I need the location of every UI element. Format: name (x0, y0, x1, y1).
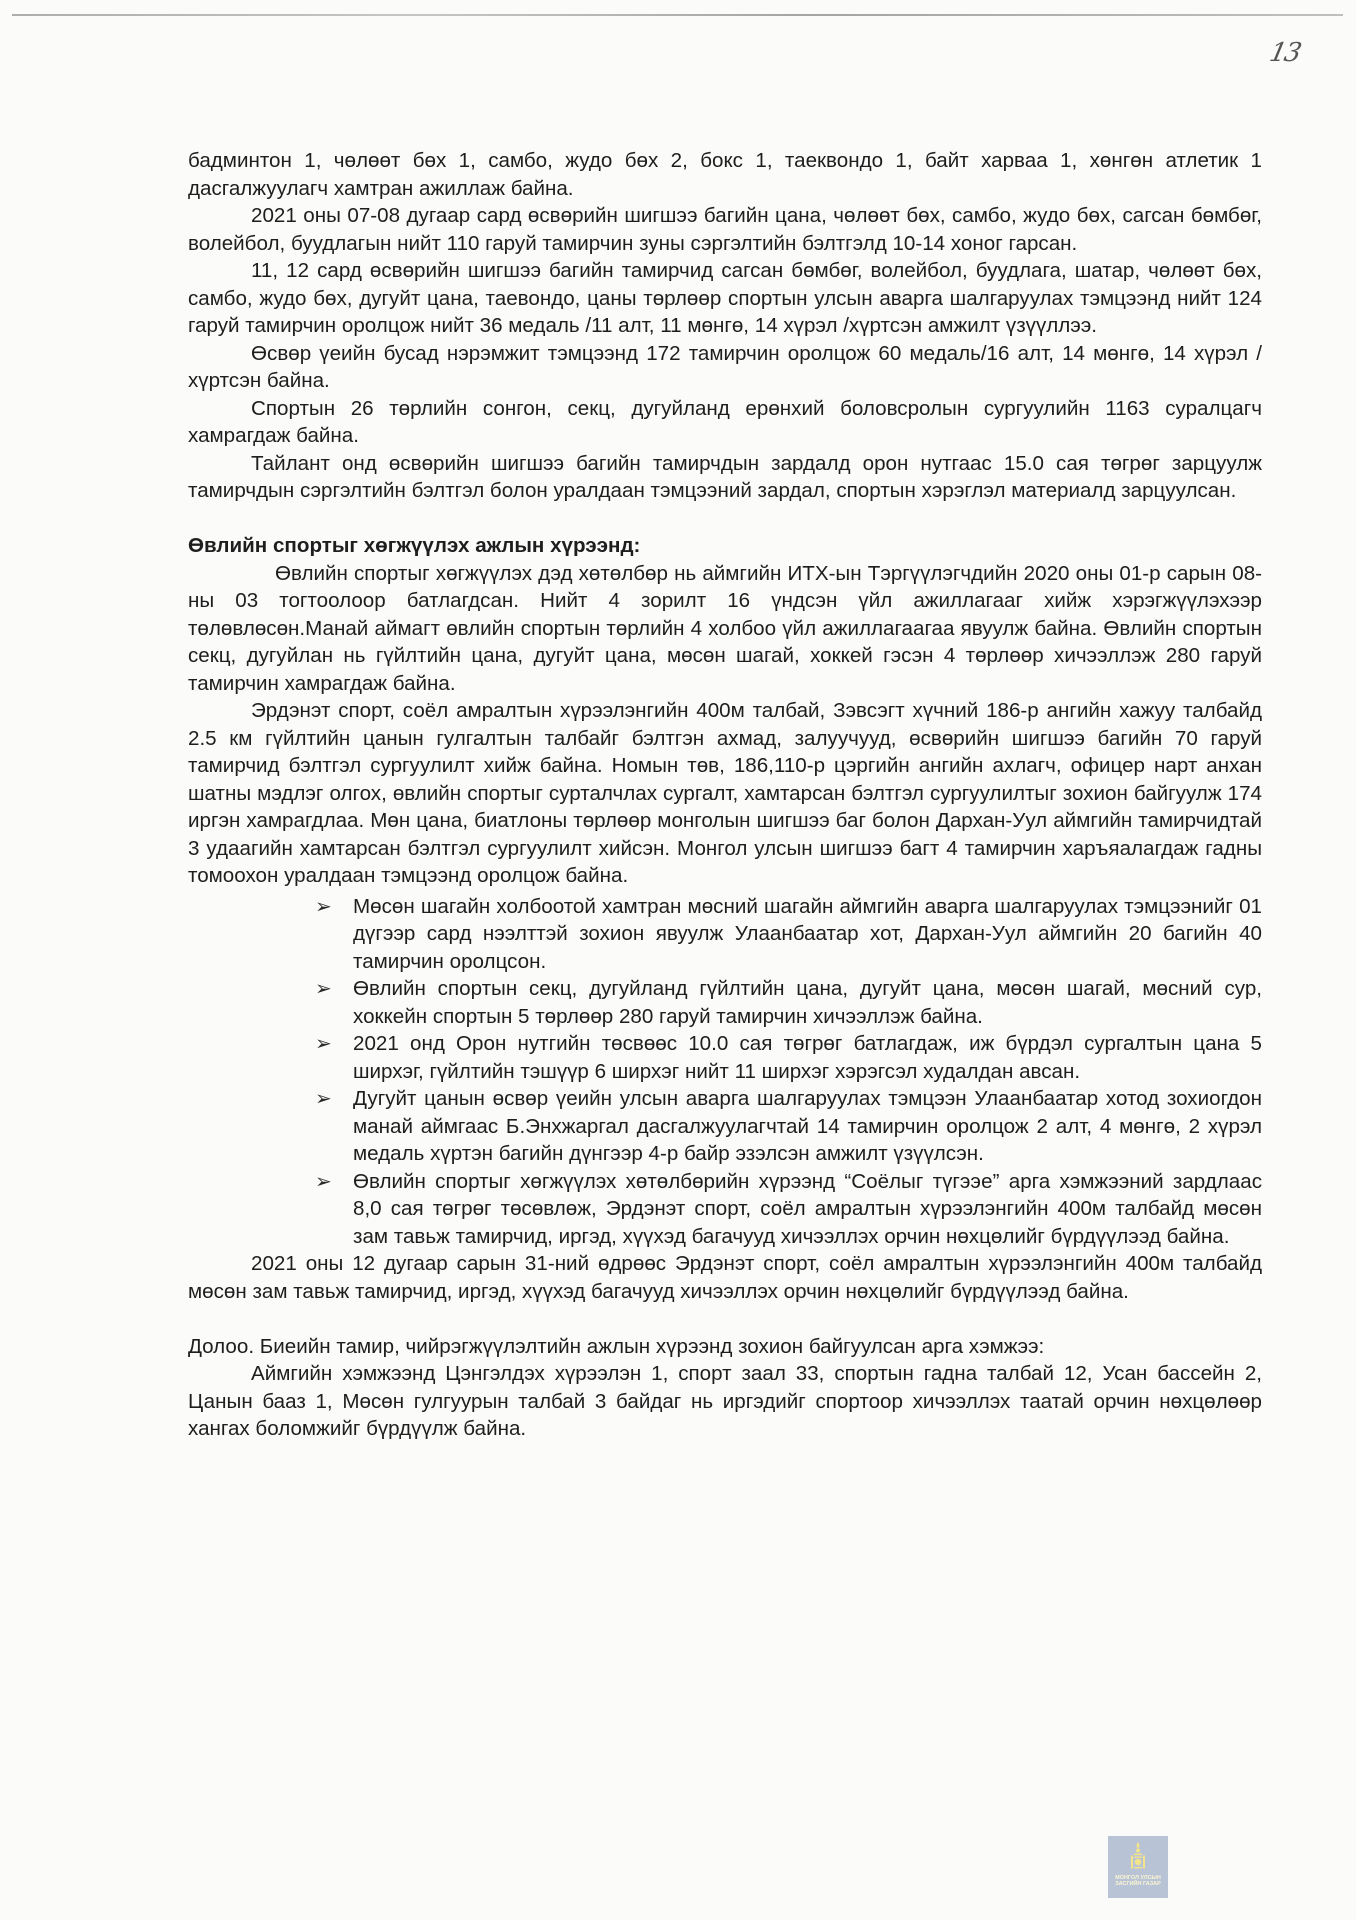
list-item-text: Дугуйт цанын өсвөр үеийн улсын аварга шалгаруулах тэмцээн Улаанбаатар хотод зохиогдон манай аймгаас Б.Энхжаргал дасгалжуулагчтай 14 тамирчин оролцож 2 алт, 4 мөнгө, 2 хүрэл медаль хүртэн багийн дүнгээр 4-р байр эзэлсэн амжилт үзүүлсэн. (353, 1087, 1262, 1165)
list-item (315, 1085, 1262, 1168)
section-heading-winter-sports: Өвлийн спортыг хөгжүүлэх ажлын хүрээнд: (188, 534, 641, 557)
list-item-text: Өвлийн спортыг хөгжүүлэх хөтөлбөрийн хүрээнд “Соёлыг түгээе” арга хэмжээний зардлаас 8,0 сая төгрөг төсөвлөж, Эрдэнэт спорт, соёл амралтын хүрээлэнгийн 400м талбайд мөсөн зам тавьж тамирчид, иргэд, хүүхэд багачууд хичээллэх орчин нөхцөлийг бүрдүүлээд байна. (353, 1169, 1262, 1248)
blank-line (188, 505, 1262, 533)
paragraph: Тайлант онд өсвөрийн шигшээ багийн тамирчдын зардалд орон нутгаас 15.0 сая төгрөг зарцуулж тамирчдын сэргэлтийн бэлтгэл болон уралдаан тэмцээний зардал, спортын хэрэглэл материалд зарцуулсан. (188, 451, 1262, 502)
paragraph: Өвлийн спортыг хөгжүүлэх дэд хөтөлбөр нь аймгийн ИТХ-ын Тэргүүлэгчдийн 2020 оны 01-р сарын 08-ны 03 тогтоолоор батлагдсан. Нийт 4 зорилт 16 үндсэн үйл ажиллагааг хийж хэрэгжүүлэхээр төлөвлөсөн.Манай аймагт өвлийн спортын төрлийн 4 холбоо үйл ажиллагаагаа явуулж байна. Өвлийн спортын секц, дугуйлан нь гүйлтийн цана, дугуйт цана, мөсөн шагай, хоккей гэсэн 4 төрлөөр хичээллэж 280 гаруй тамирчин хамрагдаж байна. (188, 561, 1262, 695)
paragraph: Өсвөр үеийн бусад нэрэмжит тэмцээнд 172 тамирчин оролцож 60 медаль/16 алт, 14 мөнгө, 14 хүрэл / хүртсэн байна. (188, 341, 1262, 392)
document-body (188, 147, 1262, 1443)
arrow-bullet-icon: ➢ (315, 976, 332, 1000)
section-heading-seven: Долоо. Биеийн тамир, чийрэгжүүлэлтийн ажлын хүрээнд зохион байгуулсан арга хэмжээ: (188, 1334, 1045, 1358)
scan-top-edge (12, 14, 1343, 16)
list-item (315, 1030, 1262, 1085)
logo-caption-line2: ЗАСГИЙН ГАЗАР (1115, 1881, 1161, 1887)
bullet-list (188, 893, 1262, 1251)
list-item-text: Мөсөн шагайн холбоотой хамтран мөсний шагайн аймгийн аварга шалгаруулах тэмцээнийг 01 дүгээр сард нээлттэй зохион явуулж Улаанбаатар хот, Дархан-Уул аймгийн 20 багийн 40 тамирчин оролцсон. (353, 894, 1262, 973)
logo-caption (1115, 1875, 1161, 1887)
blank-line (188, 1305, 1262, 1333)
logo-caption-line1: МОНГОЛ УЛСЫН (1115, 1875, 1161, 1881)
arrow-bullet-icon: ➢ (315, 893, 332, 918)
paragraph: 2021 оны 12 дугаар сарын 31-ний өдрөөс Эрдэнэт спорт, соёл амралтын хүрээлэнгийн 400м талбайд мөсөн зам тавьж тамирчид, иргэд, хүүхэд багачууд хичээллэх орчин нөхцөлийг бүрдүүлээд байна. (188, 1252, 1262, 1303)
government-logo (1108, 1836, 1168, 1898)
handwritten-page-number: 13 (1266, 38, 1303, 68)
list-item (315, 1168, 1262, 1251)
paragraph: 11, 12 сард өсвөрийн шигшээ багийн тамирчид сагсан бөмбөг, волейбол, буудлага, шатар, чөлөөт бөх, самбо, жудо бөх, дугуйт цана, таевондо, цаны төрлөөр спортын улсын аварга шалгаруулах тэмцээнд нийт 124 гаруй тамирчин оролцож нийт 36 медаль /11 алт, 11 мөнгө, 14 хүрэл /хүртсэн амжилт үзүүллээ. (188, 259, 1262, 337)
paragraph: бадминтон 1, чөлөөт бөх 1, самбо, жудо бөх 2, бокс 1, таеквондо 1, байт харваа 1, хөнгөн атлетик 1 дасгалжуулагч хамтран ажиллаж байна. (188, 149, 1262, 200)
paragraph: 2021 оны 07-08 дугаар сард өсвөрийн шигшээ багийн цана, чөлөөт бөх, самбо, жудо бөх, сагсан бөмбөг, волейбол, буудлагын нийт 110 гаруй тамирчин зуны сэргэлтийн бэлтгэлд 10-14 хоног гарсан. (188, 204, 1262, 255)
list-item (315, 893, 1262, 976)
paragraph: Эрдэнэт спорт, соёл амралтын хүрээлэнгийн 400м талбай, Зэвсэгт хүчний 186-р ангийн хажуу талбайд 2.5 км гүйлтийн цанын гулгалтын талбайг бэлтгэн ахмад, залуучууд, өсвөрийн шигшээ багийн 70 гаруй тамирчид бэлтгэл сургуулилт хийж байна. Номын төв, 186,110-р цэргийн ангийн ахлагч, офицер нарт анхан шатны мэдлэг олгох, өвлийн спортыг сурталчлах сургалт, хамтарсан бэлтгэл сургуулилтыг зохион байгуулж 174 иргэн хамрагдлаа. Мөн цана, биатлоны төрлөөр монголын шигшээ баг болон Дархан-Уул аймгийн тамирчидтай 3 удаагийн хамтарсан бэлтгэл сургуулилт хийсэн. Монгол улсын шигшээ багт 4 тамирчин харъяалагдаж гадны томоохон уралдаан тэмцээнд оролцож байна. (188, 699, 1262, 887)
paragraph: Спортын 26 төрлийн сонгон, секц, дугуйланд ерөнхий боловсролын сургуулийн 1163 суралцагч хамрагдаж байна. (188, 396, 1262, 447)
list-item-text: Өвлийн спортын секц, дугуйланд гүйлтийн цана, дугуйт цана, мөсөн шагай, мөсний сур, хоккейн спортын 5 төрлөөр 280 гаруй тамирчин хичээллэж байна. (353, 977, 1262, 1028)
arrow-bullet-icon: ➢ (315, 1086, 332, 1110)
paragraph: Аймгийн хэмжээнд Цэнгэлдэх хүрээлэн 1, спорт заал 33, спортын гадна талбай 12, Усан бассейн 2, Цанын бааз 1, Мөсөн гулгуурын талбай 3 байдаг нь иргэдийг спортоор хичээллэх таатай орчин нөхцөлөөр хангах боломжийг бүрдүүлж байна. (188, 1362, 1262, 1440)
arrow-bullet-icon: ➢ (315, 1031, 332, 1055)
list-item (315, 975, 1262, 1030)
soyombo-emblem-icon (1129, 1842, 1147, 1872)
list-item-text: 2021 онд Орон нутгийн төсвөөс 10.0 сая төгрөг батлагдаж, иж бүрдэл сургалтын цана 5 ширхэг, гүйлтийн тэшүүр 6 ширхэг нийт 11 ширхэг хэрэгсэл худалдан авсан. (353, 1032, 1262, 1083)
arrow-bullet-icon: ➢ (315, 1168, 332, 1193)
